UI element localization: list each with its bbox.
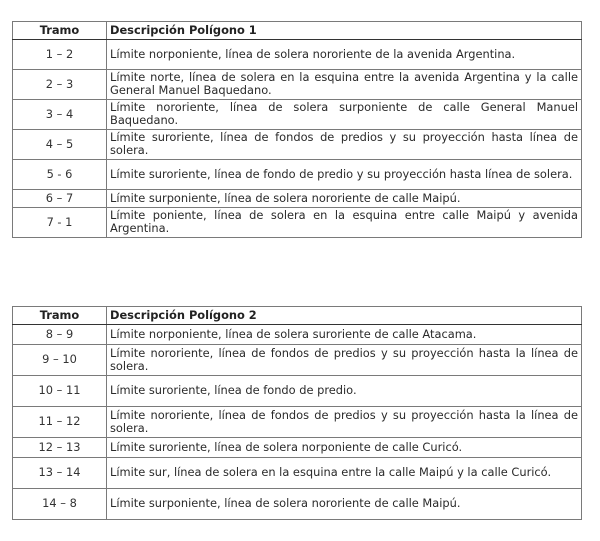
table-row bbox=[13, 40, 582, 70]
table-row bbox=[13, 489, 582, 520]
table-header-row bbox=[13, 307, 582, 325]
descripcion-cell: Límite nororiente, línea de solera surponiente de calle General Manuel Baquedano. bbox=[107, 100, 582, 130]
descripcion-cell: Límite surponiente, línea de solera nororiente de calle Maipú. bbox=[107, 489, 582, 520]
tramo-cell: 9 – 10 bbox=[13, 345, 107, 376]
tramo-cell: 12 – 13 bbox=[13, 438, 107, 458]
poligono-1-table bbox=[12, 21, 582, 238]
tramo-cell: 6 – 7 bbox=[13, 190, 107, 208]
table-row bbox=[13, 376, 582, 407]
table-row bbox=[13, 345, 582, 376]
column-header-tramo: Tramo bbox=[13, 22, 107, 40]
tramo-cell: 2 – 3 bbox=[13, 70, 107, 100]
descripcion-cell: Límite norte, línea de solera en la esquina entre la avenida Argentina y la calle General Manuel Baquedano. bbox=[107, 70, 582, 100]
column-header-descripcion: Descripción Polígono 2 bbox=[107, 307, 582, 325]
tramo-cell: 3 – 4 bbox=[13, 100, 107, 130]
descripcion-cell: Límite sur, línea de solera en la esquina entre la calle Maipú y la calle Curicó. bbox=[107, 458, 582, 489]
tramo-cell: 1 – 2 bbox=[13, 40, 107, 70]
table-header-row bbox=[13, 22, 582, 40]
poligono-2-table bbox=[12, 306, 582, 520]
table-row bbox=[13, 438, 582, 458]
tramo-cell: 14 – 8 bbox=[13, 489, 107, 520]
column-header-tramo: Tramo bbox=[13, 307, 107, 325]
tramo-cell: 8 – 9 bbox=[13, 325, 107, 345]
tramo-cell: 13 – 14 bbox=[13, 458, 107, 489]
tramo-cell: 11 – 12 bbox=[13, 407, 107, 438]
descripcion-cell: Límite suroriente, línea de fondo de predio y su proyección hasta línea de solera. bbox=[107, 160, 582, 190]
table-row bbox=[13, 130, 582, 160]
tramo-cell: 4 – 5 bbox=[13, 130, 107, 160]
table-row bbox=[13, 407, 582, 438]
descripcion-cell: Límite suroriente, línea de solera norponiente de calle Curicó. bbox=[107, 438, 582, 458]
table-row bbox=[13, 325, 582, 345]
table-row bbox=[13, 190, 582, 208]
descripcion-cell: Límite norponiente, línea de solera suroriente de calle Atacama. bbox=[107, 325, 582, 345]
tramo-cell: 10 – 11 bbox=[13, 376, 107, 407]
table-row bbox=[13, 100, 582, 130]
descripcion-cell: Límite poniente, línea de solera en la esquina entre calle Maipú y avenida Argentina. bbox=[107, 208, 582, 238]
descripcion-cell: Límite surponiente, línea de solera nororiente de calle Maipú. bbox=[107, 190, 582, 208]
table-row bbox=[13, 208, 582, 238]
table-row bbox=[13, 70, 582, 100]
descripcion-cell: Límite norponiente, línea de solera nororiente de la avenida Argentina. bbox=[107, 40, 582, 70]
tramo-cell: 5 - 6 bbox=[13, 160, 107, 190]
tramo-cell: 7 - 1 bbox=[13, 208, 107, 238]
column-header-descripcion: Descripción Polígono 1 bbox=[107, 22, 582, 40]
table-row bbox=[13, 458, 582, 489]
descripcion-cell: Límite suroriente, línea de fondo de predio. bbox=[107, 376, 582, 407]
descripcion-cell: Límite nororiente, línea de fondos de predios y su proyección hasta la línea de solera. bbox=[107, 407, 582, 438]
descripcion-cell: Límite suroriente, línea de fondos de predios y su proyección hasta línea de solera. bbox=[107, 130, 582, 160]
descripcion-cell: Límite nororiente, línea de fondos de predios y su proyección hasta la línea de solera. bbox=[107, 345, 582, 376]
table-row bbox=[13, 160, 582, 190]
